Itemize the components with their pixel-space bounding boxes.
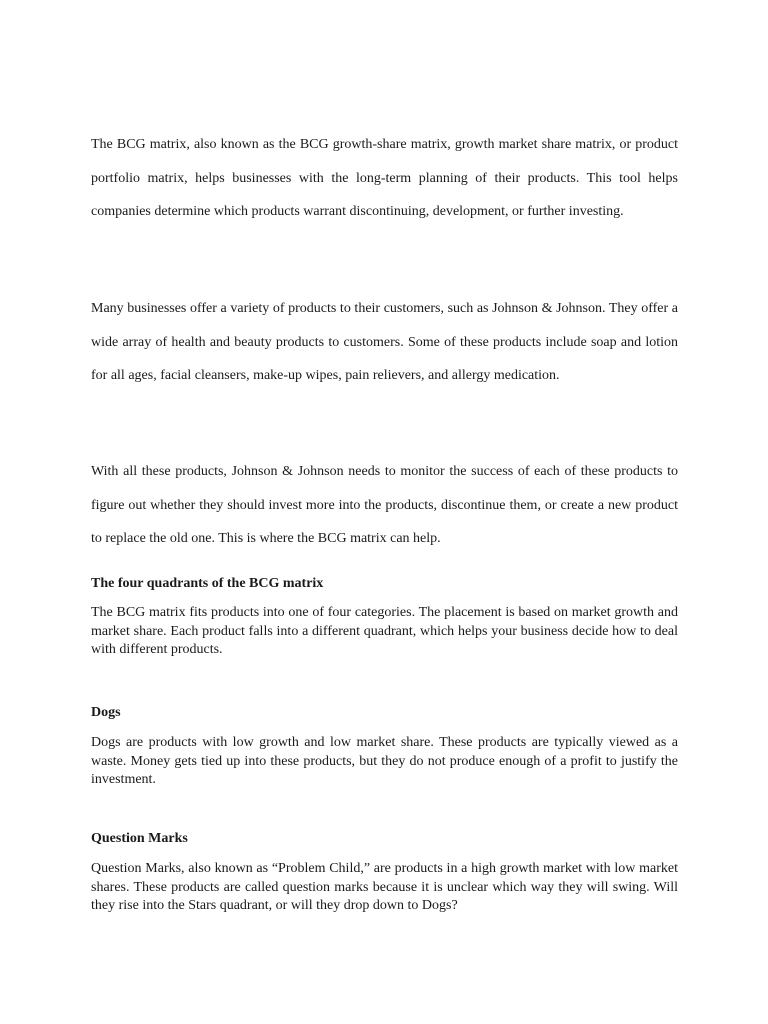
quadrants-heading: The four quadrants of the BCG matrix	[91, 576, 324, 591]
dogs-paragraph: Dogs are products with low growth and low market share. These products are typically viewed as a waste. Money gets tied up into these products, but they do not produce enough of a profit to justify the investment.	[91, 735, 678, 787]
question-marks-paragraph: Question Marks, also known as “Problem Child,” are products in a high growth market with low market shares. These products are called question marks because it is unclear which way they will swing. Will they rise into the Stars quadrant, or will they drop down to Dogs?	[91, 861, 678, 913]
question-marks-heading: Question Marks	[91, 831, 188, 846]
dogs-heading: Dogs	[91, 705, 121, 720]
intro-paragraph-1: The BCG matrix, also known as the BCG growth-share matrix, growth market share matrix, or product portfolio matrix, helps businesses with the long-term planning of their products. This tool helps companies determine which products warrant discontinuing, development, or further investing.	[91, 137, 678, 219]
intro-paragraph-2: Many businesses offer a variety of products to their customers, such as Johnson & Johnson. They offer a wide array of health and beauty products to customers. Some of these products include soap and lotion for all ages, facial cleansers, make-up wipes, pain relievers, and allergy medication.	[91, 301, 678, 383]
quadrants-paragraph: The BCG matrix fits products into one of four categories. The placement is based on market growth and market share. Each product falls into a different quadrant, which helps your business decide how to deal with different products.	[91, 605, 678, 657]
intro-paragraph-3: With all these products, Johnson & Johnson needs to monitor the success of each of these products to figure out whether they should invest more into the products, discontinue them, or create a new product to replace the old one. This is where the BCG matrix can help.	[91, 464, 678, 546]
